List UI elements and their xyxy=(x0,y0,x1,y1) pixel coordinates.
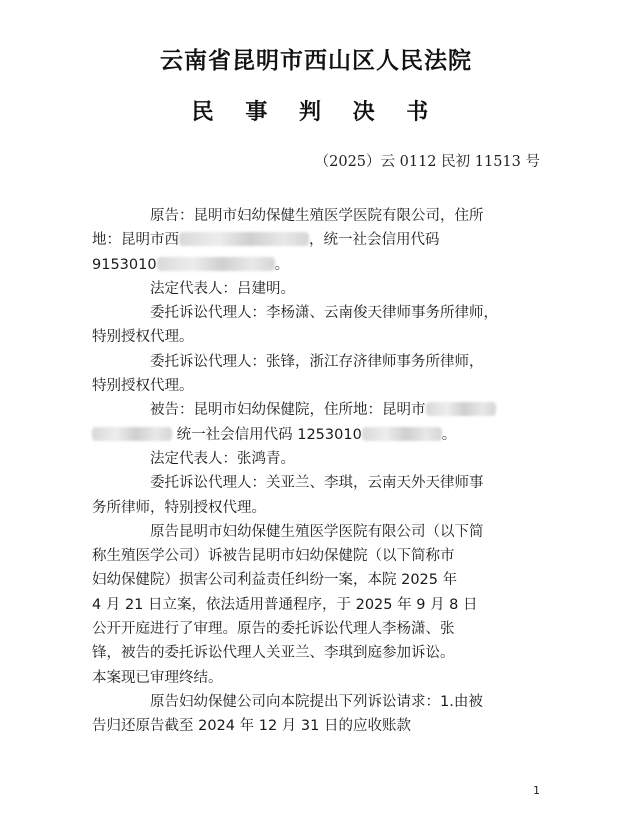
body-text-segment: 公开开庭进行了审理。原告的委托诉讼代理人李杨潇、张 xyxy=(92,621,455,638)
redacted-text xyxy=(426,402,496,416)
body-text-segment: 统一社会信用代码 1253010 xyxy=(172,426,362,443)
body-line xyxy=(92,398,542,422)
document-type-title: 民 事 判 决 书 xyxy=(191,99,441,125)
body-text-segment: 告归还原告截至 2024 年 12 月 31 日的应收账款 xyxy=(92,718,411,735)
body-line xyxy=(92,520,542,544)
body-line xyxy=(92,374,542,398)
body-text-segment: 4 月 21 日立案，依法适用普通程序，于 2025 年 9 月 8 日 xyxy=(92,596,478,613)
body-line xyxy=(92,544,542,568)
body-text-segment: 。 xyxy=(441,426,457,443)
body-line xyxy=(92,593,542,617)
body-text-segment: 原告：昆明市妇幼保健生殖医学医院有限公司，住所 xyxy=(150,208,484,224)
body-line xyxy=(92,690,542,714)
body-text-segment: 特别授权代理。 xyxy=(92,329,194,346)
body-line xyxy=(92,277,542,301)
judgment-body xyxy=(92,204,542,739)
body-line xyxy=(92,447,542,471)
body-line xyxy=(92,301,542,325)
redacted-text xyxy=(362,427,442,441)
body-text-segment: 原告妇幼保健公司向本院提出下列诉讼请求：1.由被 xyxy=(150,693,483,710)
body-line xyxy=(92,568,542,592)
body-line xyxy=(92,666,542,690)
body-text-segment: 。 xyxy=(274,256,290,273)
case-number: （2025）云 0112 民初 11513 号 xyxy=(314,154,540,170)
body-line xyxy=(92,204,542,228)
page-number: 1 xyxy=(533,784,540,797)
body-text-segment: 被告：昆明市妇幼保健院，住所地：昆明市 xyxy=(150,402,426,419)
body-line xyxy=(92,325,542,349)
body-text-segment: 法定代表人：吕建明。 xyxy=(150,280,295,297)
body-text-segment: 委托诉讼代理人：张锋，浙江存济律师事务所律师， xyxy=(150,353,484,370)
body-line xyxy=(92,423,542,447)
body-line xyxy=(92,714,542,738)
redacted-text xyxy=(157,257,275,271)
body-text-segment: 锋，被告的委托诉讼代理人关亚兰、李琪到庭参加诉讼。 xyxy=(92,645,455,662)
body-line xyxy=(92,228,542,252)
redacted-text xyxy=(179,232,309,246)
body-line xyxy=(92,641,542,665)
body-line xyxy=(92,617,542,641)
redacted-text xyxy=(92,427,172,441)
body-line xyxy=(92,471,542,495)
body-line xyxy=(92,496,542,520)
body-line xyxy=(92,253,542,277)
body-text-segment: 务所律师，特别授权代理。 xyxy=(92,499,266,516)
body-text-segment: 本案现已审理终结。 xyxy=(92,669,223,686)
body-text-segment: 原告昆明市妇幼保健生殖医学医院有限公司（以下简 xyxy=(150,523,484,540)
body-text-segment: 法定代表人：张鸿青。 xyxy=(150,450,295,467)
body-text-segment: 地：昆明市西 xyxy=(92,232,179,249)
body-text-segment: ，统一社会信用代码 xyxy=(309,232,440,249)
body-text-segment: 委托诉讼代理人：李杨潇、云南俊天律师事务所律师， xyxy=(150,305,498,322)
body-text-segment: 特别授权代理。 xyxy=(92,378,194,395)
court-name: 云南省昆明市西山区人民法院 xyxy=(160,47,472,74)
body-text-segment: 称生殖医学公司）诉被告昆明市妇幼保健院（以下简称市 xyxy=(92,548,455,565)
body-text-segment: 委托诉讼代理人：关亚兰、李琪，云南天外天律师事 xyxy=(150,475,484,492)
body-text-segment: 9153010 xyxy=(92,256,157,273)
body-text-segment: 妇幼保健院）损害公司利益责任纠纷一案，本院 2025 年 xyxy=(92,572,458,589)
body-line xyxy=(92,350,542,374)
